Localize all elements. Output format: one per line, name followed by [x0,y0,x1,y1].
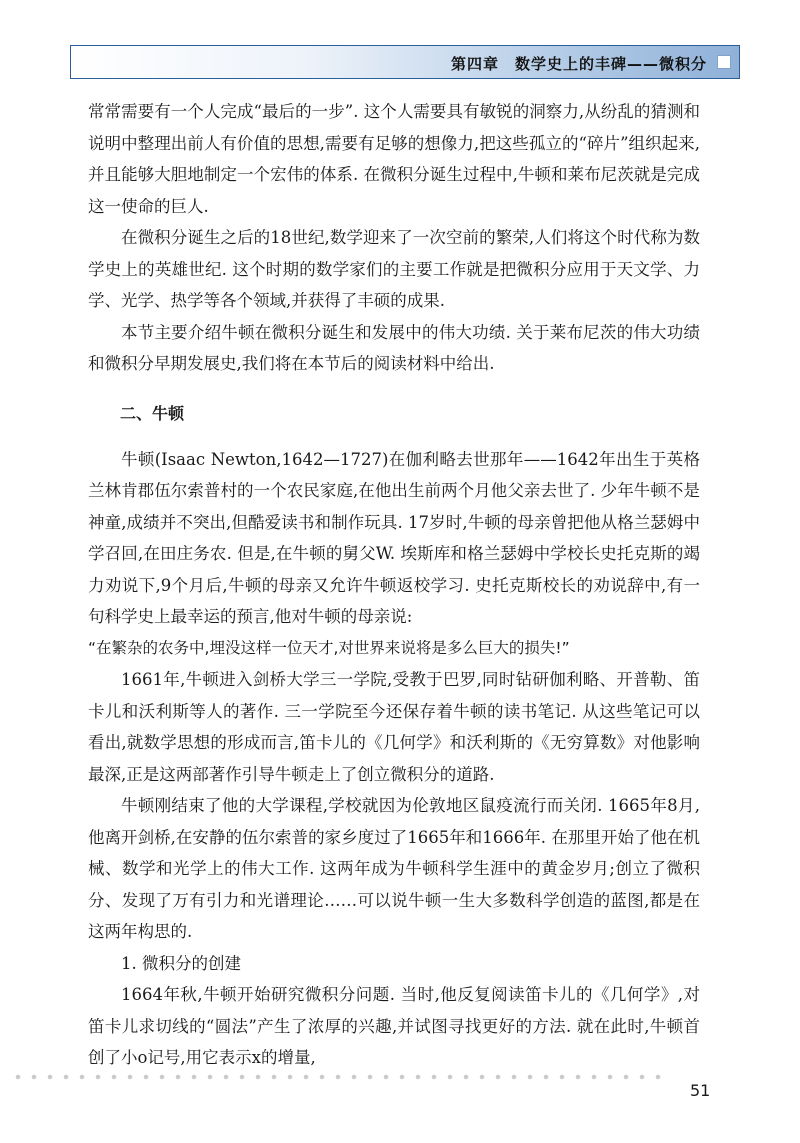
body-paragraph: 在微积分诞生之后的18世纪,数学迎来了一次空前的繁荣,人们将这个时代称为数学史上的英雄世纪. 这个时期的数学家们的主要工作就是把微积分应用于天文学、力学、光学、热学等各个领域,并获得了丰硕的成果. [88,228,700,310]
body-paragraph: 1661年,牛顿进入剑桥大学三一学院,受教于巴罗,同时钻研伽利略、开普勒、笛卡儿和沃利斯等人的著作. 三一学院至今还保存着牛顿的读书笔记. 从这些笔记可以看出,就数学思想的形成而言,笛卡儿的《几何学》和沃利斯的《无穷算数》对他影响最深,正是这两部著作引导牛顿走上了创立微积分的道路. [88,670,700,784]
subsection-heading: 1. 微积分的创建 [121,953,241,973]
body-paragraph: 牛顿(Isaac Newton,1642—1727)在伽利略去世那年——1642年出生于英格兰林肯郡伍尔索普村的一个农民家庭,在他出生前两个月他父亲去世了. 少年牛顿不是神童,成绩并不突出,但酷爱读书和制作玩具. 17岁时,牛顿的母亲曾把他从格兰瑟姆中学召回,在田庄务农. 但是,在牛顿的舅父W. 埃斯库和格兰瑟姆中学校长史托克斯的竭力劝说下,9个月后,牛顿的母亲又允许牛顿返校学习. 史托克斯校长的劝说辞中,有一句科学史上最幸运的预言,他对牛顿的母亲说: [88,449,700,626]
body-paragraph: 1664年秋,牛顿开始研究微积分问题. 当时,他反复阅读笛卡儿的《几何学》,对笛卡儿求切线的“圆法”产生了浓厚的兴趣,并试图寻找更好的方法. 就在此时,牛顿首创了小o记号,用它表示x的增量, [88,985,700,1067]
footer-dotted-line [10,1074,670,1080]
body-paragraph: 本节主要介绍牛顿在微积分诞生和发展中的伟大功绩. 关于莱布尼茨的伟大功绩和微积分早期发展史,我们将在本节后的阅读材料中给出. [88,322,700,373]
chapter-header-bar [70,45,740,79]
body-paragraph: 常常需要有一个人完成“最后的一步”. 这个人需要具有敏锐的洞察力,从纷乱的猜测和说明中整理出前人有价值的思想,需要有足够的想像力,把这些孤立的“碎片”组织起来,并且能够大胆地制定一个宏伟的体系. 在微积分诞生过程中,牛顿和莱布尼茨就是完成这一使命的巨人. [88,102,700,216]
header-decoration-box [717,55,731,69]
section-heading: 二、牛顿 [120,403,185,423]
page-body [88,96,700,1074]
body-paragraph: 牛顿刚结束了他的大学课程,学校就因为伦敦地区鼠疫流行而关闭. 1665年8月,他离开剑桥,在安静的伍尔索普的家乡度过了1665年和1666年. 在那里开始了他在机械、数学和光学上的伟大工作. 这两年成为牛顿科学生涯中的黄金岁月;创立了微积分、发现了万有引力和光谱理论……可以说牛顿一生大多数科学创造的蓝图,都是在这两年构思的. [88,796,700,941]
page-number: 51 [690,1081,711,1100]
chapter-title: 第四章 数学史上的丰碑——微积分 [450,55,707,73]
quote-paragraph: “在繁杂的农务中,埋没这样一位天才,对世界来说将是多么巨大的损失!” [88,638,570,657]
